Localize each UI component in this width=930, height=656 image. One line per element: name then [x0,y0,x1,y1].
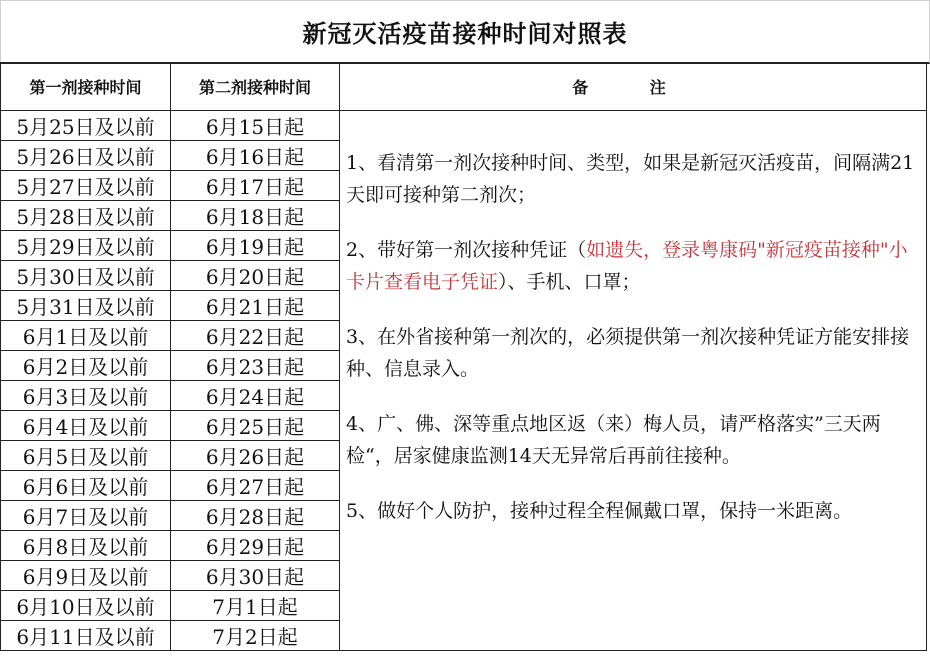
first-dose-cell: 6月7日及以前 [1,501,171,531]
second-dose-cell: 6月16日起 [171,141,340,171]
note-1: 1、看清第一剂次接种时间、类型，如果是新冠灭活疫苗，间隔满21天即可接种第二剂次； [346,152,915,206]
second-dose-cell: 6月28日起 [171,501,340,531]
second-dose-cell: 6月15日起 [171,111,340,141]
first-dose-cell: 6月3日及以前 [1,381,171,411]
page-title: 新冠灭活疫苗接种时间对照表 [0,0,930,64]
second-dose-cell: 6月22日起 [171,321,340,351]
second-dose-cell: 6月30日起 [171,561,340,591]
note-2-text-start: 2、带好第一剂次接种凭证（ [346,239,587,261]
first-dose-cell: 5月26日及以前 [1,141,171,171]
second-dose-cell: 6月29日起 [171,531,340,561]
second-dose-cell: 7月1日起 [171,591,340,621]
first-dose-cell: 5月30日及以前 [1,261,171,291]
first-dose-cell: 6月6日及以前 [1,471,171,501]
first-dose-cell: 5月29日及以前 [1,231,171,261]
second-dose-cell: 6月20日起 [171,261,340,291]
first-dose-cell: 6月4日及以前 [1,411,171,441]
second-dose-cell: 6月24日起 [171,381,340,411]
first-dose-cell: 6月10日及以前 [1,591,171,621]
header-second-dose: 第二剂接种时间 [171,63,340,111]
second-dose-cell: 6月18日起 [171,201,340,231]
header-first-dose: 第一剂接种时间 [1,63,171,111]
first-dose-cell: 6月1日及以前 [1,321,171,351]
first-dose-cell: 6月9日及以前 [1,561,171,591]
note-2-text-end: ）、手机、口罩； [498,271,641,293]
first-dose-cell: 5月27日及以前 [1,171,171,201]
note-4: 4、广、佛、深等重点地区返（来）梅人员，请严格落实”三天两检“，居家健康监测14天无异常后再前往接种。 [346,413,881,467]
note-2 [346,234,918,298]
notes-cell [340,111,927,651]
second-dose-cell: 6月27日起 [171,471,340,501]
second-dose-cell: 6月17日起 [171,171,340,201]
second-dose-cell: 6月21日起 [171,291,340,321]
first-dose-cell: 6月8日及以前 [1,531,171,561]
first-dose-cell: 5月25日及以前 [1,111,171,141]
header-row [1,63,927,111]
note-3: 3、在外省接种第一剂次的，必须提供第一剂次接种凭证方能安排接种、信息录入。 [346,326,910,380]
second-dose-cell: 6月26日起 [171,441,340,471]
note-2-highlight: 如遗失，登录粤康码"新冠疫苗接种"小卡片查看电子凭证 [346,239,908,293]
second-dose-cell: 6月23日起 [171,351,340,381]
first-dose-cell: 5月31日及以前 [1,291,171,321]
first-dose-cell: 6月5日及以前 [1,441,171,471]
first-dose-cell: 5月28日及以前 [1,201,171,231]
schedule-body [1,111,927,651]
first-dose-cell: 6月2日及以前 [1,351,171,381]
header-notes: 备 注 [340,63,927,111]
schedule-table [0,62,927,651]
table-row [1,111,927,141]
second-dose-cell: 6月19日起 [171,231,340,261]
second-dose-cell: 7月2日起 [171,621,340,651]
first-dose-cell: 6月11日及以前 [1,621,171,651]
second-dose-cell: 6月25日起 [171,411,340,441]
note-5: 5、做好个人防护，接种过程全程佩戴口罩，保持一米距离。 [346,500,853,522]
